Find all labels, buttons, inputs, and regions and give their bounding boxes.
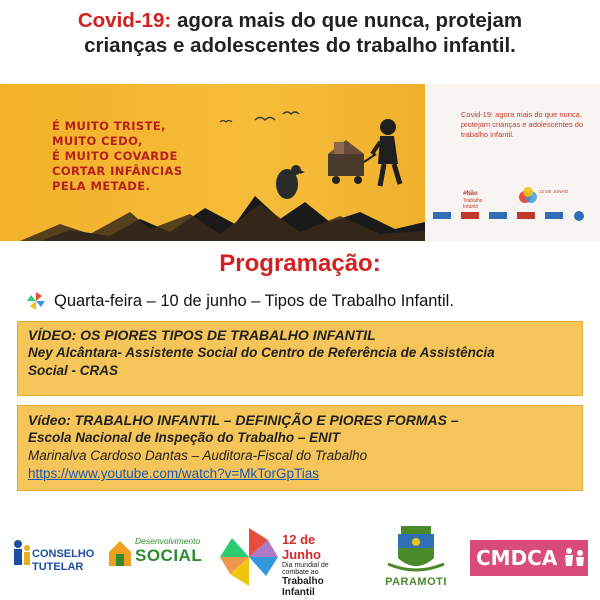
cmdca-logo: [470, 540, 590, 588]
video-box-2: [17, 405, 583, 491]
campaign-banner: [0, 84, 600, 241]
svg-text:Trabalho: Trabalho: [463, 198, 483, 204]
video-2-link[interactable]: https://www.youtube.com/watch?v=MkTorGpTias: [28, 466, 319, 481]
children-icon: [562, 546, 586, 570]
family-icon: [12, 538, 32, 572]
video-box-1: [17, 321, 583, 396]
banner-side-text: Covid-19: agora mais do que nunca, protejam crianças e adolescentes do trabalho infantil.: [461, 110, 584, 139]
social-text: [135, 536, 202, 566]
footer-logos: [0, 508, 600, 600]
svg-text:Infantil: Infantil: [463, 204, 478, 210]
headline-line-1: [0, 8, 600, 33]
schedule-item: [26, 290, 586, 312]
pinwheel-icon: [26, 291, 46, 311]
slogan-line: CORTAR INFÂNCIAS: [52, 164, 183, 178]
cmdca-box: [470, 540, 588, 576]
banner-info-panel: [425, 84, 600, 241]
dia-mundial-text: [282, 532, 352, 598]
tutelar-line: TUTELAR: [32, 561, 84, 573]
headline: [0, 8, 600, 58]
video-1-title: VÍDEO: OS PIORES TIPOS DE TRABALHO INFANTIL: [28, 327, 376, 343]
paramoti-logo: [376, 524, 456, 594]
conselho-line: CONSELHO: [32, 548, 95, 560]
cmdca-name: CMDCA: [476, 546, 558, 570]
headline-line-1-rest: agora mais do que nunca, protejam: [171, 9, 523, 32]
campaign-footer-logos: [433, 209, 598, 223]
video-1-speaker-line-1: Ney Alcântara- Assistente Social do Centro de Referência de Assistência: [28, 345, 495, 360]
child-labor-illustration: [0, 84, 425, 241]
social-main: SOCIAL: [135, 546, 203, 565]
video-2-speaker: Marinalva Cardoso Dantas – Auditora-Fiscal do Trabalho: [28, 448, 368, 463]
slogan-line: É MUITO COVARDE: [52, 149, 178, 163]
conselho-tutelar-text: [32, 548, 94, 574]
paramoti-crest-icon: [386, 524, 446, 576]
dia-date: 12 de Junho: [282, 532, 321, 562]
social-title: Desenvolvimento: [135, 536, 201, 546]
video-2-institution: Escola Nacional de Inspeção do Trabalho – ENIT: [28, 430, 340, 445]
svg-text:#Não: #Não: [463, 191, 478, 197]
slogan-line: MUITO CEDO,: [52, 134, 143, 148]
svg-text:12 DE JUNHO: 12 DE JUNHO: [539, 189, 569, 194]
video-2-title: Vídeo: TRABALHO INFANTIL – DEFINIÇÃO E PIORES FORMAS –: [28, 412, 459, 428]
headline-line-2: crianças e adolescentes do trabalho infantil.: [84, 34, 516, 57]
slogan-line: É MUITO TRISTE,: [52, 119, 166, 133]
house-icon: [107, 538, 133, 568]
schedule-text: Quarta-feira – 10 de junho – Tipos de Trabalho Infantil.: [54, 291, 454, 310]
desenvolvimento-social-logo: [107, 534, 207, 580]
banner-illustration-panel: [0, 84, 425, 241]
video-1-speaker-line-2: Social - CRAS: [28, 363, 119, 378]
dia-name: Trabalho Infantil: [282, 576, 324, 598]
headline-highlight: Covid-19:: [77, 9, 172, 32]
slogan-line: PELA METADE.: [52, 179, 151, 193]
paramoti-name: PARAMOTI: [385, 576, 447, 588]
conselho-tutelar-logo: [12, 536, 102, 576]
pinwheel-logo-icon: [218, 526, 280, 588]
program-title: Programação:: [219, 250, 381, 277]
dia-mundial-logo: [218, 526, 348, 598]
dia-subtitle: Dia mundial de combate ao: [282, 562, 329, 576]
